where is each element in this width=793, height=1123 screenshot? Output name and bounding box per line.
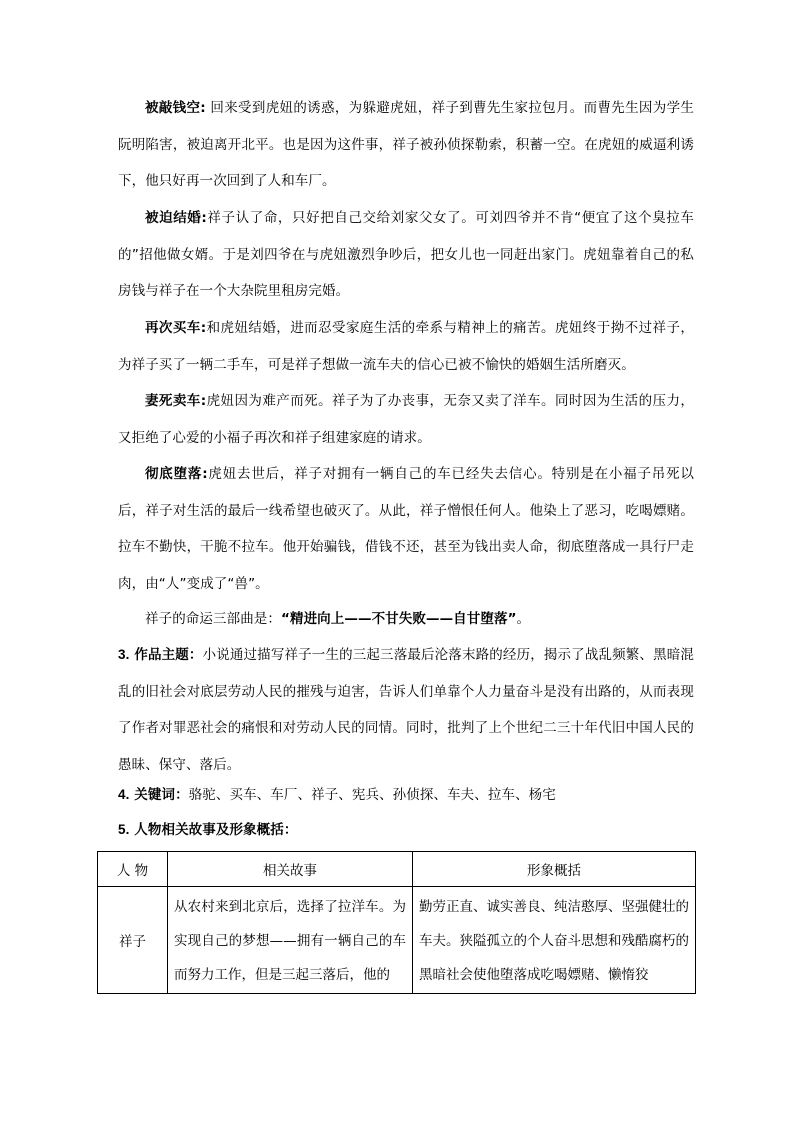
section-theme [118, 637, 694, 783]
paragraph-heading: 被迫结婚: [145, 210, 207, 226]
cell-image-text: 勤劳正直、诚实善良、纯洁憨厚、坚强健壮的车夫。狭隘孤立的个人奋斗思想和残酷腐朽的黑暗社会使他堕落成吃喝嫖赌、懒惰狡 [419, 899, 689, 983]
paragraph-forced-marriage [118, 200, 694, 310]
section-number: 3. [118, 647, 130, 662]
section-text: 骆驼、买车、车厂、祥子、宪兵、孙侦探、车夫、拉车、杨宅 [188, 787, 556, 803]
section-heading: 人物相关故事及形象概括： [129, 822, 298, 838]
paragraph-text: 祥子认了命，只好把自己交给刘家父女了。可刘四爷并不肯“便宜了这个臭拉车的”招他做女婿。于是刘四爷在与虎妞激烈争吵后，把女儿也一同赶出家门。虎妞靠着自己的私房钱与祥子在一个大杂院里租房完婚。 [118, 210, 694, 299]
table-row [98, 887, 696, 994]
paragraph-text: 虎妞因为难产而死。祥子为了办丧事，无奈又卖了洋车。同时因为生活的压力，又拒绝了心爱的小福子再次和祥子组建家庭的请求。 [118, 393, 694, 446]
paragraph-bold-text: “精进向上——不甘失败——自甘堕落” [281, 611, 517, 627]
paragraph-text: 祥子的命运三部曲是： [145, 611, 281, 627]
paragraph-complete-fall [118, 456, 694, 602]
paragraph-robbed-savings [118, 90, 694, 200]
table-header-row [98, 852, 696, 887]
cell-story-text: 从农村来到北京后，选择了拉洋车。为实现自己的梦想——拥有一辆自己的车而努力工作，但是三起三落后，他的 [174, 899, 406, 983]
cell-character-name: 祥子 [98, 887, 168, 994]
paragraph-heading: 彻底堕落: [145, 466, 208, 482]
paragraph-text: 虎妞去世后，祥子对拥有一辆自己的车已经失去信心。特别是在小福子吊死以后，祥子对生活的最后一线希望也破灭了。从此，祥子憎恨任何人。他染上了恶习，吃喝嫖赌。拉车不勤快，干脆不拉车。他开始骗钱，借钱不还，甚至为钱出卖人命，彻底堕落成一具行尸走肉，由“人”变成了“兽”。 [118, 466, 694, 592]
header-image: 形象概括 [413, 852, 696, 887]
paragraph-wife-dies [118, 383, 694, 456]
section-text: 小说通过描写祥子一生的三起三落最后沦落末路的经历，揭示了战乱频繁、黑暗混乱的旧社会对底层劳动人民的摧残与迫害，告诉人们单靠个人力量奋斗是没有出路的，从而表现了作者对罪恶社会的痛恨和对劳动人民的同情。同时，批判了上个世纪二三十年代旧中国人民的愚昧、保守、落后。 [118, 647, 694, 773]
paragraph-text: 和虎妞结婚，进而忍受家庭生活的牵系与精神上的痛苦。虎妞终于拗不过祥子，为祥子买了一辆二手车，可是祥子想做一流车夫的信心已被不愉快的婚姻生活所磨灭。 [118, 320, 694, 373]
header-story: 相关故事 [168, 852, 413, 887]
section-heading: 作品主题： [129, 647, 203, 663]
section-heading: 关键词： [129, 787, 189, 803]
cell-story [168, 887, 413, 994]
section-characters [118, 812, 694, 849]
character-table [97, 851, 696, 994]
header-character: 人 物 [98, 852, 168, 887]
paragraph-heading: 妻死卖车: [145, 393, 207, 409]
paragraph-end: 。 [516, 611, 531, 627]
paragraph-heading: 被敲钱空: [145, 100, 206, 116]
cell-image [413, 887, 696, 994]
paragraph-heading: 再次买车: [145, 320, 207, 336]
paragraph-trilogy [118, 601, 694, 638]
section-number: 5. [118, 822, 130, 837]
paragraph-text: 回来受到虎妞的诱惑，为躲避虎妞，祥子到曹先生家拉包月。而曹先生因为学生阮明陷害，被迫离开北平。也是因为这件事，祥子被孙侦探勒索，积蓄一空。在虎妞的威逼利诱下，他只好再一次回到了人和车厂。 [118, 100, 694, 189]
section-number: 4. [118, 787, 130, 802]
paragraph-buy-car-again [118, 310, 694, 383]
section-keywords [118, 777, 694, 814]
